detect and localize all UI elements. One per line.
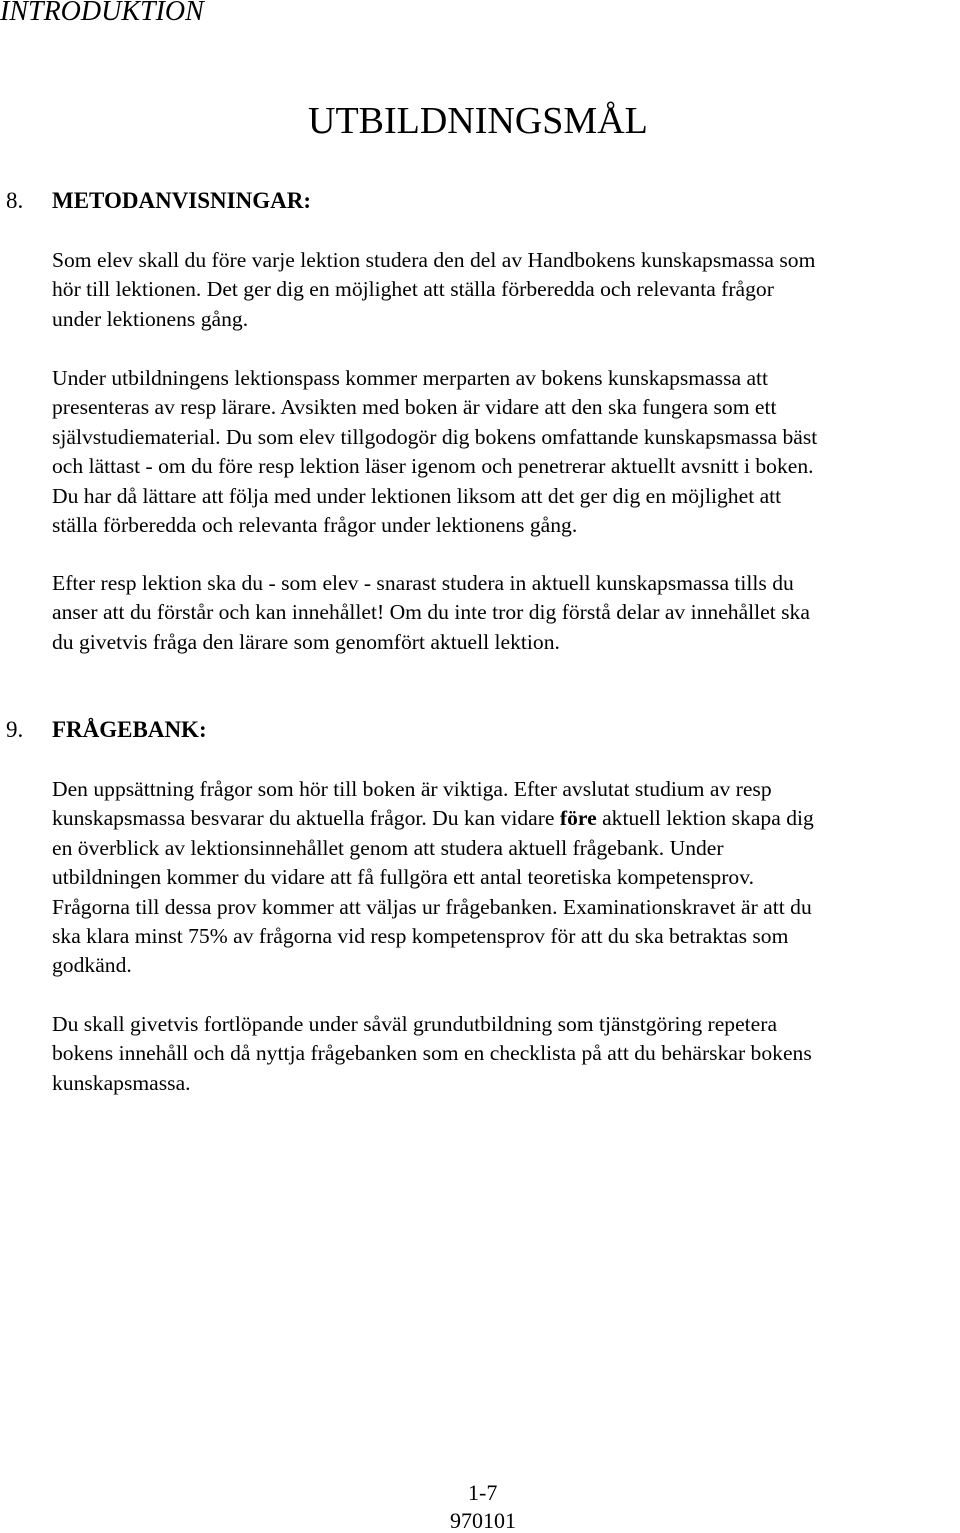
emphasized-word: före: [559, 806, 597, 831]
text-line: och lättast - om du före resp lektion läser igenom och penetrerar aktuellt avsnitt i boken.: [52, 454, 814, 479]
section-title: FRÅGEBANK:: [52, 717, 207, 742]
page-date-code: 970101: [450, 1508, 516, 1533]
text-line: Du skall givetvis fortlöpande under såväl grundutbildning som tjänstgöring repetera: [52, 1012, 778, 1036]
text-line: Under utbildningens lektionspass kommer merparten av bokens kunskapsmassa att: [52, 366, 769, 390]
paragraph: [52, 775, 960, 981]
paragraph: [52, 1010, 960, 1098]
text-line: under lektionens gång.: [52, 306, 249, 331]
text-line: du givetvis fråga den lärare som genomfört aktuell lektion.: [52, 629, 560, 654]
section-title: METODANVISNINGAR:: [52, 188, 311, 213]
text-line: Den uppsättning frågor som hör till boken är viktiga. Efter avslutat studium av resp: [52, 777, 772, 801]
text-segment: aktuell lektion skapa dig: [602, 806, 814, 831]
text-segment: kunskapsmassa besvarar du aktuella frågor. Du kan vidare: [52, 806, 555, 831]
text-line: anser att du förstår och kan innehållet! Om du inte tror dig förstå delar av innehållet ska: [52, 600, 810, 625]
text-line: godkänd.: [52, 953, 132, 978]
text-line: självstudiematerial. Du som elev tillgodogör dig bokens omfattande kunskapsmassa bäst: [52, 424, 818, 449]
text-line: en överblick av lektionsinnehållet genom att studera aktuell frågebank. Under: [52, 835, 724, 860]
text-line: kunskapsmassa.: [52, 1070, 191, 1095]
text-line: Som elev skall du före varje lektion studera den del av Handbokens kunskapsmassa som: [52, 248, 816, 272]
running-header: INTRODUKTION: [0, 0, 204, 27]
section-number: 9.: [6, 717, 24, 742]
text-line: presenteras av resp lärare. Avsikten med boken är vidare att den ska fungera som ett: [52, 395, 777, 420]
page-number: 1-7: [468, 1480, 498, 1505]
text-line: [52, 804, 960, 833]
paragraph: [52, 246, 960, 334]
text-line: ska klara minst 75% av frågorna vid resp kompetensprov för att du ska betraktas som: [52, 924, 789, 949]
section-heading-metodanvisningar: [6, 186, 311, 216]
text-line: Frågorna till dessa prov kommer att väljas ur frågebanken. Examinationskravet är att du: [52, 894, 812, 919]
text-line: Efter resp lektion ska du - som elev - snarast studera in aktuell kunskapsmassa tills du: [52, 571, 794, 595]
text-line: hör till lektionen. Det ger dig en möjlighet att ställa förberedda och relevanta frågor: [52, 277, 774, 302]
text-line: Du har då lättare att följa med under lektionen liksom att det ger dig en möjlighet att: [52, 483, 782, 508]
paragraph: [52, 364, 960, 540]
text-line: utbildningen kommer du vidare att få fullgöra ett antal teoretiska kompetensprov.: [52, 865, 754, 890]
text-line: ställa förberedda och relevanta frågor under lektionens gång.: [52, 513, 578, 538]
section-heading-fragebank: [6, 715, 207, 745]
text-line: bokens innehåll och då nyttja frågebanken som en checklista på att du behärskar bokens: [52, 1041, 812, 1066]
document-title: UTBILDNINGSMÅL: [308, 100, 648, 142]
section-number: 8.: [6, 188, 24, 213]
paragraph: [52, 569, 960, 657]
